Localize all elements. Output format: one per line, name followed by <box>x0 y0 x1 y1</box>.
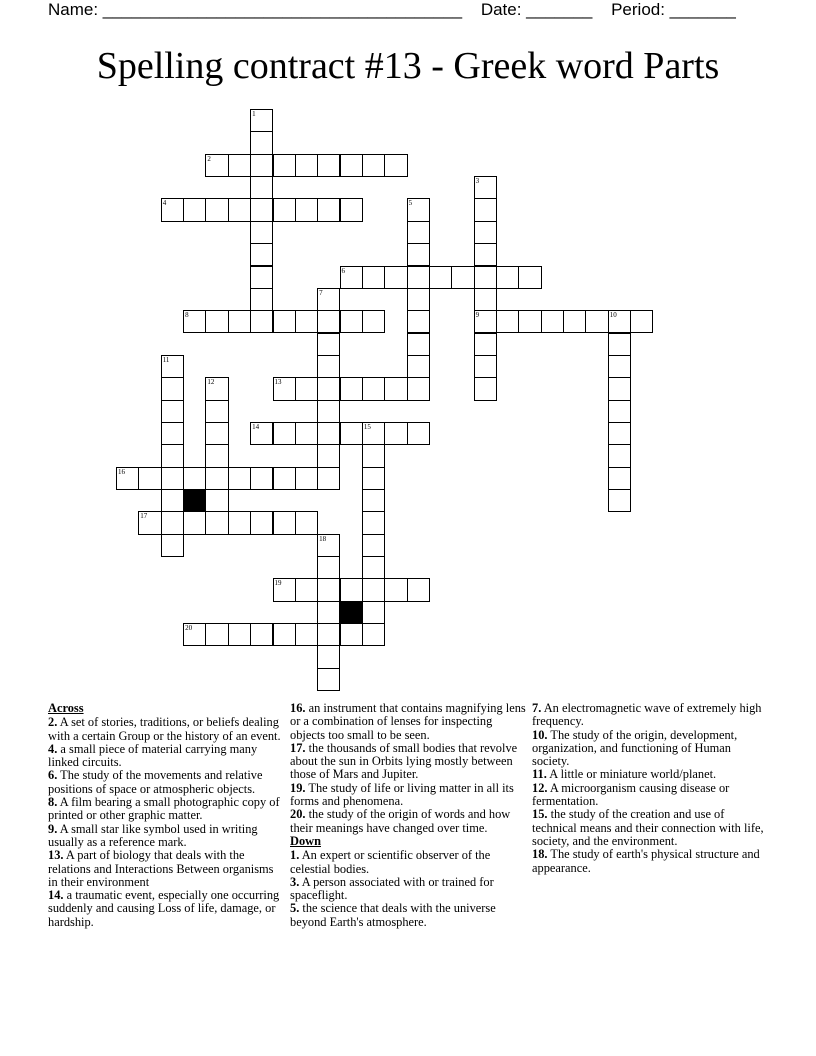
crossword-cell[interactable] <box>474 288 497 311</box>
crossword-cell[interactable] <box>317 645 340 668</box>
crossword-cell[interactable] <box>317 556 340 579</box>
clue-text: The study of the origin, development, organization, and functioning of Human society. <box>532 727 738 769</box>
crossword-cell[interactable] <box>362 601 385 624</box>
clue-number-label: 7 <box>319 288 323 297</box>
clue-number-label: 3 <box>475 177 480 186</box>
clue-item <box>290 702 528 742</box>
crossword-cell[interactable] <box>161 489 184 512</box>
crossword-cell[interactable] <box>273 154 296 177</box>
crossword-cell[interactable] <box>340 154 363 177</box>
crossword-cell[interactable] <box>273 623 296 646</box>
crossword-cell[interactable] <box>407 333 430 356</box>
crossword-cell[interactable] <box>205 310 228 333</box>
crossword-cell[interactable] <box>384 422 407 445</box>
clue-number: 18. <box>532 847 548 862</box>
crossword-cell[interactable] <box>384 377 407 400</box>
clue-number: 10. <box>532 727 548 742</box>
crossword-cell[interactable] <box>340 623 363 646</box>
crossword-cell[interactable] <box>317 467 340 490</box>
clue-number-label: 13 <box>274 378 282 387</box>
crossword-cell[interactable] <box>407 578 430 601</box>
crossword-cell[interactable] <box>518 310 541 333</box>
clue-text: A set of stories, traditions, or beliefs dealing with a certain Group or the history of an event. <box>48 715 281 743</box>
crossword-cell[interactable] <box>161 534 184 557</box>
clue-item <box>532 702 768 729</box>
clue-item <box>290 876 528 903</box>
crossword-cell[interactable] <box>317 601 340 624</box>
clue-item <box>532 729 768 769</box>
blocked-cell <box>183 489 206 512</box>
crossword-cell[interactable] <box>496 266 519 289</box>
crossword-cell[interactable] <box>317 198 340 221</box>
crossword-cell[interactable] <box>407 288 430 311</box>
clue-number-label: 8 <box>185 311 189 320</box>
clue-number: 19. <box>290 780 306 795</box>
crossword-cell[interactable] <box>317 422 340 445</box>
crossword-cell[interactable] <box>474 355 497 378</box>
clue-text: the thousands of small bodies that revolve about the sun in Orbits lying mostly between those of Mars and Jupiter. <box>290 740 518 782</box>
crossword-cell[interactable] <box>161 511 184 534</box>
clue-column-3 <box>532 702 768 875</box>
crossword-cell[interactable] <box>362 556 385 579</box>
crossword-cell[interactable] <box>474 266 497 289</box>
clue-number-label: 15 <box>363 422 371 431</box>
name-field[interactable]: Name: ______________________________________ <box>48 0 463 19</box>
crossword-cell[interactable] <box>161 377 184 400</box>
crossword-cell[interactable] <box>317 444 340 467</box>
crossword-cell[interactable] <box>496 310 519 333</box>
clue-number-label: 12 <box>207 378 215 387</box>
clue-text: The study of earth's physical structure and appearance. <box>532 847 760 875</box>
crossword-cell[interactable] <box>273 198 296 221</box>
crossword-cell[interactable] <box>205 623 228 646</box>
clue-number-label: 18 <box>319 534 327 543</box>
crossword-cell[interactable] <box>317 668 340 691</box>
crossword-cell[interactable] <box>340 310 363 333</box>
clue-item <box>290 849 528 876</box>
crossword-cell[interactable] <box>161 422 184 445</box>
clue-number-label: 2 <box>207 154 211 163</box>
crossword-cell[interactable] <box>250 176 273 199</box>
clue-number: 9. <box>48 821 58 836</box>
crossword-cell[interactable] <box>228 511 251 534</box>
clue-item <box>48 849 286 889</box>
crossword-cell[interactable] <box>384 266 407 289</box>
crossword-cell[interactable] <box>183 467 206 490</box>
clue-item <box>48 769 286 796</box>
crossword-cell[interactable] <box>205 467 228 490</box>
down-heading: Down <box>290 833 321 848</box>
crossword-cell[interactable] <box>295 377 318 400</box>
crossword-cell[interactable] <box>340 422 363 445</box>
clue-text: an instrument that contains magnifying lens or a combination of lenses for inspecting objects too small to be seen. <box>290 701 526 742</box>
crossword-cell[interactable] <box>205 400 228 423</box>
crossword-cell[interactable] <box>250 131 273 154</box>
crossword-cell[interactable] <box>407 266 430 289</box>
clue-number: 7. <box>532 701 542 715</box>
crossword-cell[interactable] <box>183 511 206 534</box>
clue-number: 2. <box>48 715 58 730</box>
crossword-cell[interactable] <box>161 400 184 423</box>
crossword-cell[interactable] <box>608 467 631 490</box>
crossword-cell[interactable] <box>250 623 273 646</box>
crossword-cell[interactable] <box>273 511 296 534</box>
crossword-cell[interactable] <box>384 578 407 601</box>
clue-number: 11. <box>532 767 547 782</box>
crossword-cell[interactable] <box>474 377 497 400</box>
clue-number-label: 6 <box>341 266 345 275</box>
crossword-cell[interactable] <box>295 467 318 490</box>
crossword-cell[interactable] <box>250 288 273 311</box>
clue-item <box>290 808 528 835</box>
clue-text: a traumatic event, especially one occurring suddenly and causing Loss of life, damage, or hardship. <box>48 888 280 929</box>
clue-text: A part of biology that deals with the relations and Interactions Between organisms in their environment <box>48 848 274 889</box>
crossword-cell[interactable] <box>273 467 296 490</box>
clue-number: 4. <box>48 741 58 756</box>
clue-item <box>48 889 286 929</box>
clue-text: a small piece of material carrying many linked circuits. <box>48 741 258 770</box>
crossword-cell[interactable] <box>250 467 273 490</box>
crossword-cell[interactable] <box>608 422 631 445</box>
crossword-cell[interactable] <box>608 355 631 378</box>
clue-number: 6. <box>48 768 58 783</box>
clue-number: 1. <box>290 848 300 863</box>
clue-text: A microorganism causing disease or fermentation. <box>532 780 730 809</box>
crossword-cell[interactable] <box>250 154 273 177</box>
clue-text: A person associated with or trained for spaceflight. <box>290 874 494 903</box>
crossword-cell[interactable] <box>250 310 273 333</box>
across-heading: Across <box>48 701 84 715</box>
period-field[interactable]: Period: _______ <box>611 0 736 19</box>
crossword-cell[interactable] <box>362 310 385 333</box>
crossword-cell[interactable] <box>407 243 430 266</box>
crossword-cell[interactable] <box>250 198 273 221</box>
crossword-cell[interactable] <box>608 400 631 423</box>
clue-number: 5. <box>290 901 300 916</box>
crossword-cell[interactable] <box>362 623 385 646</box>
crossword-cell[interactable] <box>273 422 296 445</box>
clue-number-label: 5 <box>408 199 413 208</box>
crossword-cell[interactable] <box>273 310 296 333</box>
crossword-cell[interactable] <box>183 198 206 221</box>
crossword-cell[interactable] <box>228 198 251 221</box>
crossword-cell[interactable] <box>250 511 273 534</box>
clue-item <box>290 782 528 809</box>
crossword-cell[interactable] <box>317 355 340 378</box>
clue-number: 15. <box>532 807 548 822</box>
crossword-cell[interactable] <box>362 154 385 177</box>
clue-number-label: 19 <box>274 579 282 588</box>
crossword-cell[interactable] <box>541 310 564 333</box>
crossword-cell[interactable] <box>161 444 184 467</box>
date-field[interactable]: Date: _______ <box>480 0 593 19</box>
clue-text: An expert or scientific observer of the celestial bodies. <box>290 848 491 876</box>
crossword-cell[interactable] <box>474 221 497 244</box>
clue-number-label: 14 <box>252 422 260 431</box>
crossword-cell[interactable] <box>630 310 653 333</box>
crossword-cell[interactable] <box>250 243 273 266</box>
clue-number-label: 4 <box>162 199 167 208</box>
crossword-cell[interactable] <box>362 489 385 512</box>
crossword-cell[interactable] <box>317 578 340 601</box>
clue-text: The study of the movements and relative positions of space or atmospheric objects. <box>48 768 263 796</box>
clue-column-2 <box>290 702 528 929</box>
crossword-cell[interactable] <box>362 511 385 534</box>
crossword-cell[interactable] <box>563 310 586 333</box>
crossword-cell[interactable] <box>451 266 474 289</box>
crossword-cell[interactable] <box>317 310 340 333</box>
crossword-cell[interactable] <box>362 534 385 557</box>
clue-number: 16. <box>290 701 306 715</box>
crossword-cell[interactable] <box>585 310 608 333</box>
crossword-cell[interactable] <box>205 198 228 221</box>
crossword-cell[interactable] <box>228 623 251 646</box>
crossword-cell[interactable] <box>518 266 541 289</box>
crossword-cell[interactable] <box>317 154 340 177</box>
crossword-cell[interactable] <box>161 467 184 490</box>
crossword-cell[interactable] <box>407 355 430 378</box>
crossword-cell[interactable] <box>407 377 430 400</box>
clue-item <box>48 796 286 823</box>
crossword-cell[interactable] <box>474 198 497 221</box>
crossword-cell[interactable] <box>340 578 363 601</box>
crossword-cell[interactable] <box>295 198 318 221</box>
clue-item <box>48 716 286 743</box>
crossword-cell[interactable] <box>608 333 631 356</box>
clue-number-label: 16 <box>118 467 125 476</box>
crossword-cell[interactable] <box>295 511 318 534</box>
clue-item <box>532 808 768 848</box>
clue-number-label: 1 <box>252 110 256 118</box>
clue-item <box>48 743 286 770</box>
clue-text: A little or miniature world/planet. <box>546 767 717 782</box>
crossword-cell[interactable] <box>608 444 631 467</box>
crossword-cell[interactable] <box>407 422 430 445</box>
crossword-cell[interactable] <box>205 489 228 512</box>
clue-text: A film bearing a small photographic copy of printed or other graphic matter. <box>48 795 280 823</box>
clue-column-1 <box>48 702 286 929</box>
crossword-cell[interactable] <box>407 221 430 244</box>
clue-item <box>290 902 528 929</box>
clue-item <box>532 782 768 809</box>
clue-number-label: 17 <box>140 512 148 521</box>
clue-number-label: 11 <box>162 355 170 364</box>
crossword-cell[interactable] <box>340 377 363 400</box>
crossword-cell[interactable] <box>362 467 385 490</box>
blocked-cell <box>340 601 363 624</box>
clue-number: 17. <box>290 740 306 755</box>
crossword-cell[interactable] <box>205 511 228 534</box>
crossword-cell[interactable] <box>317 400 340 423</box>
crossword-cell[interactable] <box>295 422 318 445</box>
clue-number: 12. <box>532 780 548 795</box>
crossword-cell[interactable] <box>429 266 452 289</box>
crossword-cell[interactable] <box>384 154 407 177</box>
clue-item <box>532 768 768 781</box>
clue-number: 8. <box>48 795 58 810</box>
clue-number: 14. <box>48 888 64 903</box>
crossword-cell[interactable] <box>474 333 497 356</box>
crossword-cell[interactable] <box>608 489 631 512</box>
crossword-cell[interactable] <box>608 377 631 400</box>
crossword-cell[interactable] <box>295 623 318 646</box>
crossword-cell[interactable] <box>362 444 385 467</box>
crossword-cell[interactable] <box>317 623 340 646</box>
crossword-cell[interactable] <box>317 377 340 400</box>
crossword-cell[interactable] <box>474 243 497 266</box>
clue-text: the study of the creation and use of technical means and their connection with life, society, and the environment. <box>532 807 764 848</box>
clue-item <box>290 742 528 782</box>
crossword-cell[interactable] <box>317 333 340 356</box>
clue-number: 13. <box>48 848 64 863</box>
crossword-cell[interactable] <box>205 422 228 445</box>
clue-number-label: 20 <box>185 624 193 633</box>
clue-number: 3. <box>290 874 300 889</box>
crossword-cell[interactable] <box>295 310 318 333</box>
crossword-cell[interactable] <box>295 578 318 601</box>
crossword-cell[interactable] <box>340 198 363 221</box>
crossword-cell[interactable] <box>407 310 430 333</box>
clue-text: An electromagnetic wave of extremely high frequency. <box>532 701 762 729</box>
clue-number-label: 10 <box>609 311 617 320</box>
crossword-cell[interactable] <box>362 578 385 601</box>
crossword-cell[interactable] <box>228 310 251 333</box>
crossword-cell[interactable] <box>362 266 385 289</box>
page-title: Spelling contract #13 - Greek word Parts <box>96 45 720 87</box>
clue-text: the science that deals with the universe beyond Earth's atmosphere. <box>290 901 496 929</box>
clue-text: The study of life or living matter in all its forms and phenomena. <box>290 780 514 809</box>
crossword-cell[interactable] <box>250 266 273 289</box>
crossword-cell[interactable] <box>228 467 251 490</box>
crossword-cell[interactable] <box>138 467 161 490</box>
crossword-cell[interactable] <box>205 444 228 467</box>
crossword-cell[interactable] <box>228 154 251 177</box>
crossword-cell[interactable] <box>250 221 273 244</box>
clue-item <box>532 848 768 875</box>
clue-text: A small star like symbol used in writing usually as a reference mark. <box>48 821 258 849</box>
crossword-cell[interactable] <box>362 377 385 400</box>
clue-number-label: 9 <box>475 311 480 320</box>
crossword-cell[interactable] <box>295 154 318 177</box>
clue-number: 20. <box>290 807 306 822</box>
clue-text: the study of the origin of words and how their meanings have changed over time. <box>290 807 511 835</box>
clue-item <box>48 823 286 850</box>
